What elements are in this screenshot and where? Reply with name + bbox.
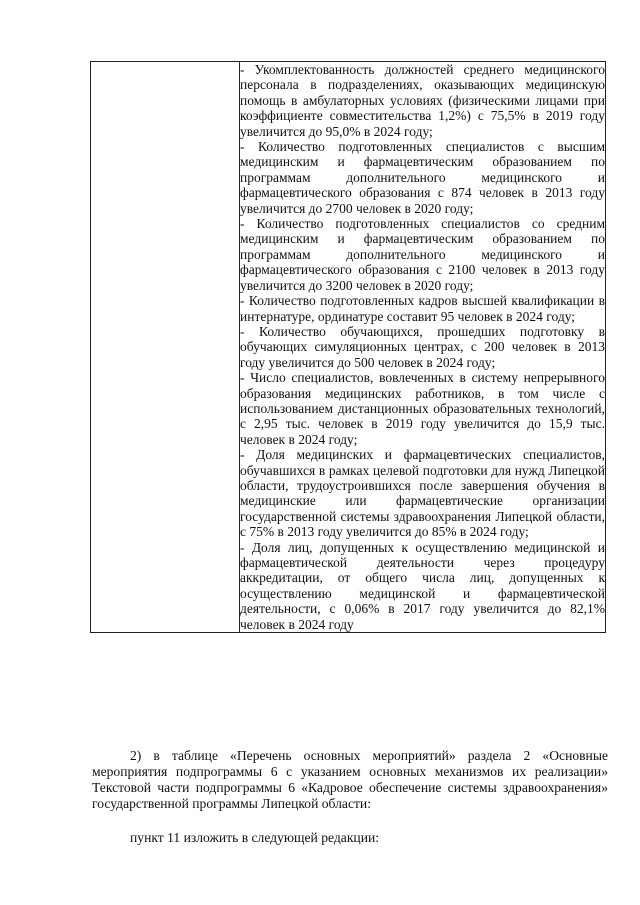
table-left-cell	[91, 62, 240, 633]
indicator-item: - Укомплектованность должностей среднего медицинского персонала в подразделениях, оказывающих медицинскую помощь в амбулаторных условиях (физическими лицами при коэффициенте совместительства 1,2%) с 75,5% в 2019 году увеличится до 95,0% в 2024 году;	[240, 62, 605, 139]
amendment-paragraph: 2) в таблице «Перечень основных мероприятий» раздела 2 «Основные мероприятия подпрограммы 6 с указанием основных механизмов их реализации» Текстовой части подпрограммы 6 «Кадровое обеспечение системы здравоохранения» государственной программы Липецкой области:	[92, 748, 608, 811]
indicator-item: - Доля лиц, допущенных к осуществлению медицинской и фармацевтической деятельности через процедуру аккредитации, от общего числа лиц, допущенных к осуществлению медицинской и фармацевтической деятельности, с 0,06% в 2017 году увеличится до 82,1% человек в 2024 году	[240, 539, 605, 632]
indicators-table	[90, 61, 606, 633]
indicator-item: - Количество подготовленных специалистов с высшим медицинским и фармацевтическим образованием по программам дополнительного медицинского и фармацевтического образования с 874 человек в 2013 году увеличится до 2700 человек в 2020 году;	[240, 139, 605, 216]
table-row	[91, 62, 606, 633]
indicator-item: - Число специалистов, вовлеченных в систему непрерывного образования медицинских работников, в том числе с использованием дистанционных образовательных технологий, с 2,95 тыс. человек в 2019 году увеличится до 15,9 тыс. человек в 2024 году;	[240, 370, 605, 447]
indicator-item: - Количество обучающихся, прошедших подготовку в обучающих симуляционных центрах, с 200 человек в 2013 году увеличится до 500 человек в 2024 году;	[240, 323, 605, 370]
indicator-item: - Доля медицинских и фармацевтических специалистов, обучавшихся в рамках целевой подготовки для нужд Липецкой области, трудоустроившихся после завершения обучения в медицинские или фармацевтические организации государственной системы здравоохранения Липецкой области, с 75% в 2013 году увеличится до 85% в 2024 году;	[240, 447, 605, 540]
indicator-item: - Количество подготовленных специалистов со средним медицинским и фармацевтическим образованием по программам дополнительного медицинского и фармацевтического образования с 2100 человек в 2013 году увеличится до 3200 человек в 2020 году;	[240, 216, 605, 293]
indicator-item: - Количество подготовленных кадров высшей квалификации в интернатуре, ординатуре составит 95 человек в 2024 году;	[240, 293, 605, 324]
table-right-cell	[240, 62, 606, 633]
amendment-instruction: пункт 11 изложить в следующей редакции:	[130, 830, 380, 845]
